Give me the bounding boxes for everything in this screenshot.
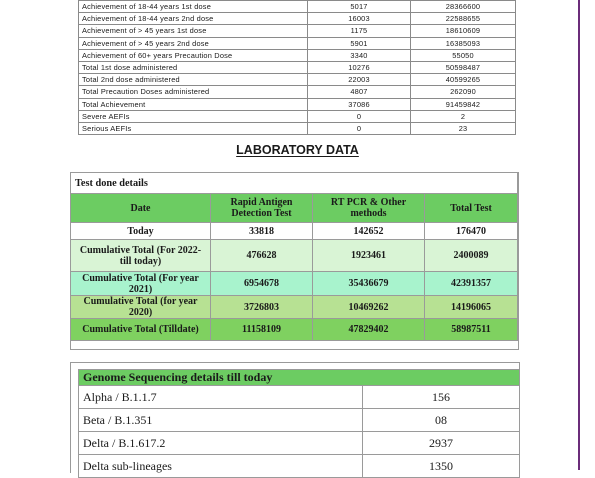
header-rapid-antigen: Rapid Antigen Detection Test <box>211 194 313 223</box>
total-value: 58987511 <box>425 319 518 341</box>
row-label: Achievement of > 45 years 1st dose <box>79 25 308 37</box>
row-label: Severe AEFIs <box>79 110 308 122</box>
row-label: Total Precaution Doses administered <box>79 86 308 98</box>
table-row <box>79 122 516 134</box>
table-row <box>71 240 518 272</box>
row-label: Serious AEFIs <box>79 122 308 134</box>
row-label: Achievement of 18-44 years 2nd dose <box>79 13 308 25</box>
row-label: Cumulative Total (for year 2020) <box>71 296 211 319</box>
variant-name: Delta sub-lineages <box>79 455 363 478</box>
rapid-value: 6954678 <box>211 272 313 296</box>
table-row <box>79 432 520 455</box>
table-row <box>71 223 518 240</box>
cumulative-value: 50598487 <box>411 61 516 73</box>
table-row <box>79 409 520 432</box>
cumulative-value: 2 <box>411 110 516 122</box>
cumulative-value: 40599265 <box>411 74 516 86</box>
table-row <box>79 1 516 13</box>
row-label: Achievement of 60+ years Precaution Dose <box>79 49 308 61</box>
table-row <box>71 272 518 296</box>
page-border-line <box>578 0 580 470</box>
cumulative-value: 18610609 <box>411 25 516 37</box>
header-total-test: Total Test <box>425 194 518 223</box>
cumulative-value: 262090 <box>411 86 516 98</box>
today-value: 4807 <box>308 86 411 98</box>
today-value: 10276 <box>308 61 411 73</box>
rapid-value: 33818 <box>211 223 313 240</box>
row-label: Total Achievement <box>79 98 308 110</box>
today-value: 5017 <box>308 1 411 13</box>
rapid-value: 3726803 <box>211 296 313 319</box>
table-row <box>79 110 516 122</box>
today-value: 5901 <box>308 37 411 49</box>
variant-name: Alpha / B.1.1.7 <box>79 386 363 409</box>
table-row <box>79 61 516 73</box>
rapid-value: 476628 <box>211 240 313 272</box>
today-value: 37086 <box>308 98 411 110</box>
cumulative-value: 28366600 <box>411 1 516 13</box>
cumulative-value: 16385093 <box>411 37 516 49</box>
rtpcr-value: 1923461 <box>313 240 425 272</box>
rtpcr-value: 142652 <box>313 223 425 240</box>
table-row <box>79 455 520 478</box>
row-label: Cumulative Total (Tilldate) <box>71 319 211 341</box>
vaccination-table <box>78 0 516 135</box>
genome-sequencing-table <box>78 369 520 478</box>
laboratory-data-heading: LABORATORY DATA <box>236 143 359 157</box>
lab-header-row <box>71 194 518 223</box>
variant-name: Beta / B.1.351 <box>79 409 363 432</box>
variant-count: 1350 <box>363 455 520 478</box>
rtpcr-value: 35436679 <box>313 272 425 296</box>
today-value: 0 <box>308 110 411 122</box>
table-row <box>79 13 516 25</box>
lab-caption-row <box>71 173 518 194</box>
cumulative-value: 22588655 <box>411 13 516 25</box>
today-value: 1175 <box>308 25 411 37</box>
today-value: 16003 <box>308 13 411 25</box>
row-label: Achievement of 18-44 years 1st dose <box>79 1 308 13</box>
total-value: 176470 <box>425 223 518 240</box>
laboratory-table <box>70 172 518 341</box>
variant-name: Delta / B.1.617.2 <box>79 432 363 455</box>
row-label: Cumulative Total (For year 2021) <box>71 272 211 296</box>
row-label: Total 2nd dose administered <box>79 74 308 86</box>
variant-count: 156 <box>363 386 520 409</box>
rtpcr-value: 10469262 <box>313 296 425 319</box>
today-value: 22003 <box>308 74 411 86</box>
row-label: Today <box>71 223 211 240</box>
genome-header-row <box>79 370 520 386</box>
table-row <box>71 296 518 319</box>
row-label: Achievement of > 45 years 2nd dose <box>79 37 308 49</box>
rapid-value: 11158109 <box>211 319 313 341</box>
lab-caption: Test done details <box>71 173 518 194</box>
total-value: 14196065 <box>425 296 518 319</box>
table-row <box>79 74 516 86</box>
cumulative-value: 55050 <box>411 49 516 61</box>
row-label: Cumulative Total (For 2022- till today) <box>71 240 211 272</box>
total-value: 2400089 <box>425 240 518 272</box>
header-rtpcr: RT PCR & Other methods <box>313 194 425 223</box>
table-row <box>79 49 516 61</box>
table-row <box>79 386 520 409</box>
table-row <box>79 25 516 37</box>
cumulative-value: 23 <box>411 122 516 134</box>
cumulative-value: 91459842 <box>411 98 516 110</box>
variant-count: 2937 <box>363 432 520 455</box>
table-row <box>79 98 516 110</box>
genome-title: Genome Sequencing details till today <box>79 370 520 386</box>
table-row <box>71 319 518 341</box>
total-value: 42391357 <box>425 272 518 296</box>
variant-count: 08 <box>363 409 520 432</box>
today-value: 3340 <box>308 49 411 61</box>
today-value: 0 <box>308 122 411 134</box>
row-label: Total 1st dose administered <box>79 61 308 73</box>
table-row <box>79 86 516 98</box>
table-row <box>79 37 516 49</box>
header-date: Date <box>71 194 211 223</box>
rtpcr-value: 47829402 <box>313 319 425 341</box>
